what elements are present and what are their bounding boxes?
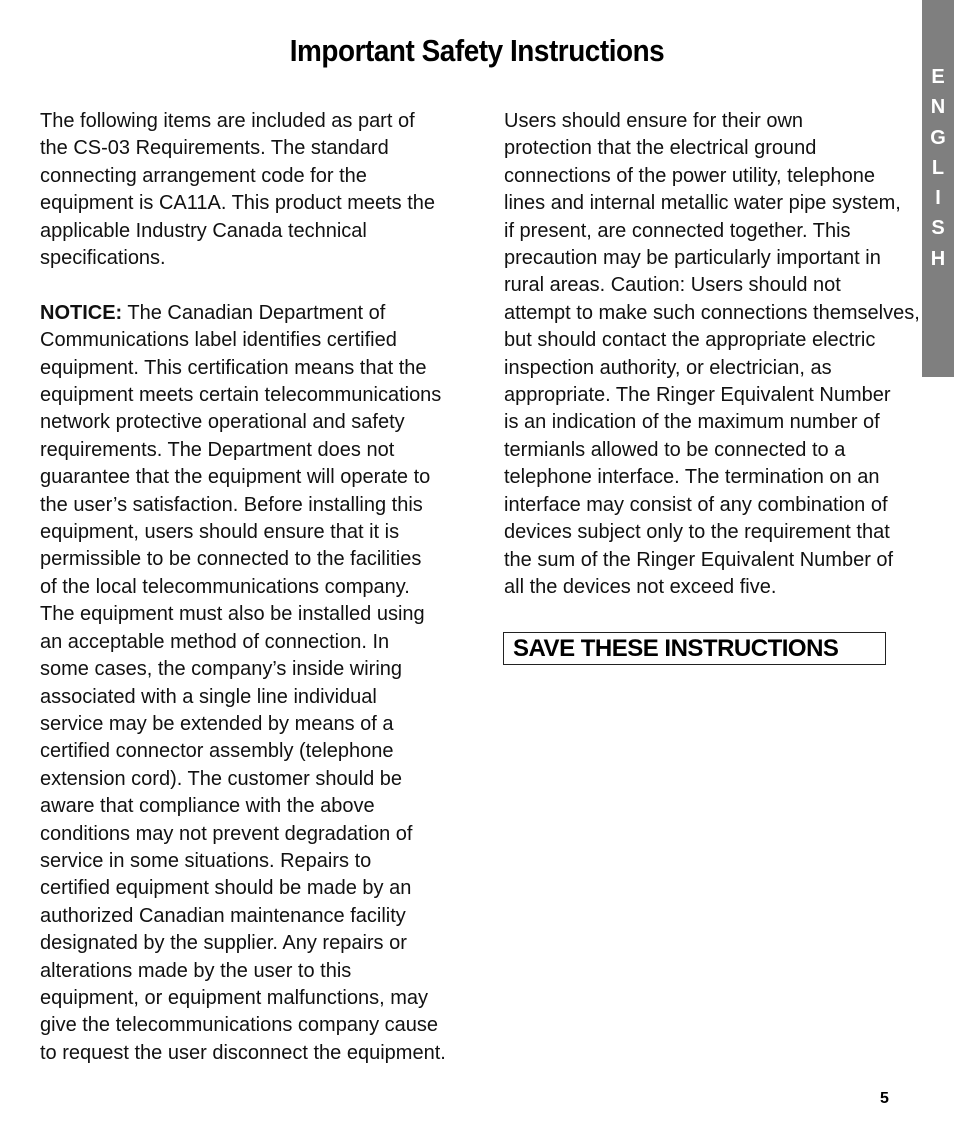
language-tab-letter: H <box>930 248 946 270</box>
notice-paragraph <box>40 300 460 1067</box>
language-tab-letter: L <box>931 157 945 179</box>
language-tab-letter: I <box>935 187 941 209</box>
left-column <box>40 108 460 1067</box>
language-tab-letter: E <box>931 66 945 88</box>
notice-text: The Canadian Department of Communications label identifies certified equipment. This certification means that the equipment meets certain telecommunications network protective operational and safety requirements. The Department does not guarantee that the equipment will operate to the user’s satisfaction. Before installing this equipment, users should ensure that it is permissible to be connected to the facilities of the local telecommunications company. The equipment must also be installed using an acceptable method of connection. In some cases, the company’s inside wiring associated with a single line individual service may be extended by means of a certified connector assembly (telephone extension cord). The customer should be aware that compliance with the above conditions may not prevent degradation of service in some situations. Repairs to certified equipment should be made by an authorized Canadian maintenance facility designated by the supplier. Any repairs or alterations made by the user to this equipment, or equipment malfunctions, may give the telecommunications company cause to request the user disconnect the equipment. <box>40 301 446 1064</box>
language-tab-letter: S <box>931 217 945 239</box>
language-tab-letter: N <box>930 96 946 118</box>
save-instructions-box <box>503 632 886 665</box>
right-column <box>504 108 922 601</box>
language-tab-letter: G <box>930 127 946 149</box>
page-title: Important Safety Instructions <box>289 33 665 68</box>
grounding-paragraph: Users should ensure for their own protection that the electrical ground connections of the power utility, telephone lines and internal metallic water pipe system, if present, are connected together. This precaution may be particularly important in rural areas. Caution: Users should not attempt to make such connections themselves, but should contact the appropriate electric inspection authority, or electrician, as appropriate. The Ringer Equivalent Number is an indication of the maximum number of termianls allowed to be connected to a telephone interface. The termination on an interface may consist of any combination of devices subject only to the requirement that the sum of the Ringer Equivalent Number of all the devices not exceed five. <box>504 110 920 598</box>
paragraph-spacer <box>40 272 460 299</box>
notice-label: NOTICE: <box>40 301 123 324</box>
language-tab <box>922 0 954 377</box>
save-instructions-heading: SAVE THESE INSTRUCTIONS <box>513 635 839 662</box>
page-number: 5 <box>880 1090 889 1107</box>
intro-paragraph: The following items are included as part of the CS-03 Requirements. The standard connecting arrangement code for the equipment is CA11A. This product meets the applicable Industry Canada technical specifications. <box>40 110 436 270</box>
